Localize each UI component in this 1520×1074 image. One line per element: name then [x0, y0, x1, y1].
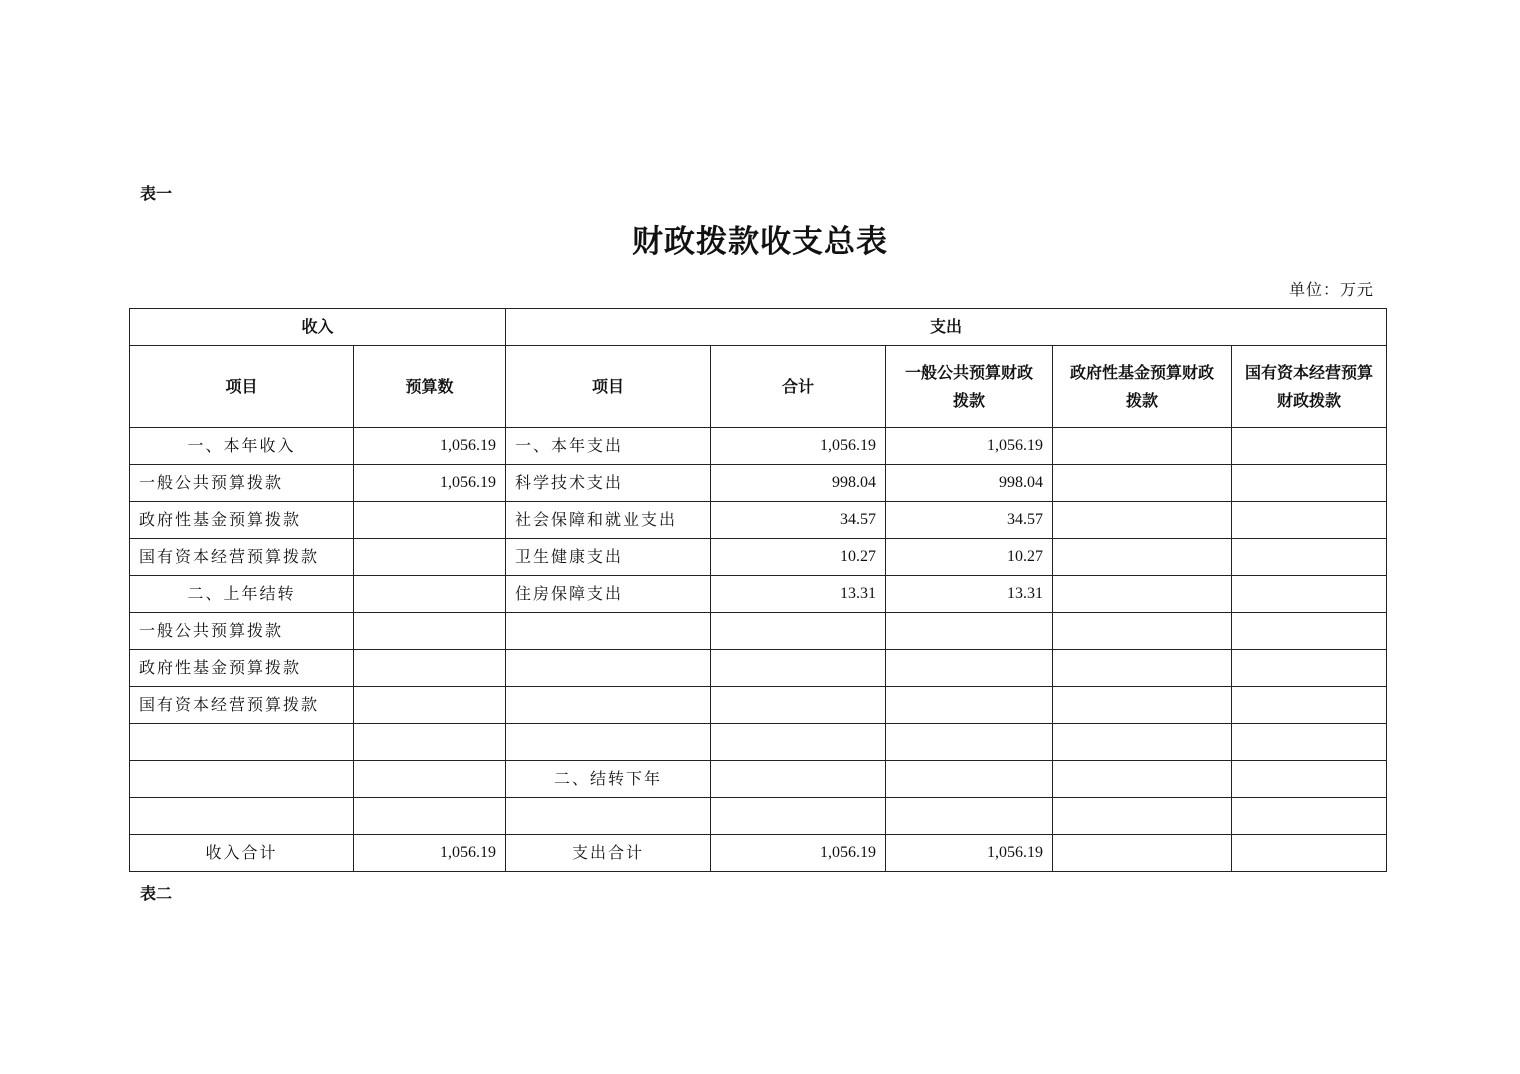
- header-budget: 预算数: [354, 346, 506, 428]
- cell-fund-value: [1053, 761, 1232, 798]
- cell-budget-value: [354, 613, 506, 650]
- cell-expense-item: [506, 613, 711, 650]
- header-row-top: [130, 309, 1387, 346]
- cell-total-value: [711, 724, 886, 761]
- cell-fund-value: [1053, 576, 1232, 613]
- cell-state-value: [1232, 650, 1387, 687]
- cell-income-item: 二、上年结转: [130, 576, 354, 613]
- cell-general-value: 998.04: [886, 465, 1053, 502]
- cell-budget-value: [354, 724, 506, 761]
- header-total: 合计: [711, 346, 886, 428]
- cell-income-item: 一般公共预算拨款: [130, 465, 354, 502]
- table-row: [130, 502, 1387, 539]
- cell-general-value: 34.57: [886, 502, 1053, 539]
- cell-general-value: 1,056.19: [886, 835, 1053, 872]
- table-row: [130, 835, 1387, 872]
- cell-income-item: [130, 724, 354, 761]
- cell-expense-item: [506, 650, 711, 687]
- cell-budget-value: [354, 502, 506, 539]
- cell-income-item: [130, 798, 354, 835]
- table-row: [130, 428, 1387, 465]
- cell-general-value: [886, 650, 1053, 687]
- header-general-budget: 一般公共预算财政拨款: [886, 346, 1053, 428]
- cell-expense-item: [506, 687, 711, 724]
- cell-general-value: [886, 724, 1053, 761]
- unit-label: 单位：万元: [1288, 280, 1374, 299]
- table-row: [130, 724, 1387, 761]
- table-row: [130, 539, 1387, 576]
- header-income-item: 项目: [130, 346, 354, 428]
- cell-total-value: [711, 687, 886, 724]
- page-title: 财政拨款收支总表: [632, 224, 888, 260]
- cell-income-item: 政府性基金预算拨款: [130, 650, 354, 687]
- cell-expense-item: 一、本年支出: [506, 428, 711, 465]
- cell-total-value: 1,056.19: [711, 428, 886, 465]
- cell-fund-value: [1053, 613, 1232, 650]
- cell-state-value: [1232, 835, 1387, 872]
- table-row: [130, 761, 1387, 798]
- cell-general-value: [886, 687, 1053, 724]
- cell-income-item: 一般公共预算拨款: [130, 613, 354, 650]
- cell-general-value: 1,056.19: [886, 428, 1053, 465]
- cell-state-value: [1232, 502, 1387, 539]
- cell-fund-value: [1053, 465, 1232, 502]
- header-expense: 支出: [506, 309, 1387, 346]
- cell-general-value: 10.27: [886, 539, 1053, 576]
- budget-table: [129, 308, 1387, 872]
- cell-state-value: [1232, 428, 1387, 465]
- cell-total-value: 1,056.19: [711, 835, 886, 872]
- cell-expense-item: 二、结转下年: [506, 761, 711, 798]
- cell-expense-item: 住房保障支出: [506, 576, 711, 613]
- cell-state-value: [1232, 613, 1387, 650]
- cell-total-value: [711, 798, 886, 835]
- cell-expense-item: [506, 724, 711, 761]
- header-expense-item: 项目: [506, 346, 711, 428]
- cell-expense-item: 卫生健康支出: [506, 539, 711, 576]
- cell-general-value: 13.31: [886, 576, 1053, 613]
- cell-fund-value: [1053, 539, 1232, 576]
- cell-total-value: 13.31: [711, 576, 886, 613]
- header-income: 收入: [130, 309, 506, 346]
- table-row: [130, 465, 1387, 502]
- cell-total-value: 998.04: [711, 465, 886, 502]
- cell-total-value: [711, 650, 886, 687]
- cell-income-item: 国有资本经营预算拨款: [130, 687, 354, 724]
- cell-budget-value: 1,056.19: [354, 465, 506, 502]
- cell-expense-item: [506, 798, 711, 835]
- cell-total-value: 34.57: [711, 502, 886, 539]
- cell-total-value: [711, 761, 886, 798]
- header-state-capital: 国有资本经营预算财政拨款: [1232, 346, 1387, 428]
- cell-general-value: [886, 798, 1053, 835]
- table-row: [130, 650, 1387, 687]
- table-row: [130, 613, 1387, 650]
- table-row: [130, 576, 1387, 613]
- table-two-label: 表二: [140, 884, 173, 903]
- cell-fund-value: [1053, 502, 1232, 539]
- cell-general-value: [886, 613, 1053, 650]
- cell-expense-item: 社会保障和就业支出: [506, 502, 711, 539]
- table-row: [130, 687, 1387, 724]
- header-fund-budget: 政府性基金预算财政拨款: [1053, 346, 1232, 428]
- cell-state-value: [1232, 724, 1387, 761]
- cell-expense-item: 科学技术支出: [506, 465, 711, 502]
- cell-income-item: 国有资本经营预算拨款: [130, 539, 354, 576]
- cell-fund-value: [1053, 798, 1232, 835]
- cell-budget-value: [354, 650, 506, 687]
- cell-state-value: [1232, 539, 1387, 576]
- cell-budget-value: 1,056.19: [354, 428, 506, 465]
- cell-state-value: [1232, 465, 1387, 502]
- cell-income-item: [130, 761, 354, 798]
- cell-total-value: 10.27: [711, 539, 886, 576]
- cell-state-value: [1232, 798, 1387, 835]
- cell-budget-value: [354, 687, 506, 724]
- cell-income-item: 一、本年收入: [130, 428, 354, 465]
- table-row: [130, 798, 1387, 835]
- cell-fund-value: [1053, 687, 1232, 724]
- cell-budget-value: [354, 539, 506, 576]
- cell-general-value: [886, 761, 1053, 798]
- header-row-columns: [130, 346, 1387, 428]
- cell-fund-value: [1053, 428, 1232, 465]
- cell-fund-value: [1053, 724, 1232, 761]
- cell-state-value: [1232, 687, 1387, 724]
- cell-fund-value: [1053, 650, 1232, 687]
- table-one-label: 表一: [140, 184, 173, 203]
- cell-budget-value: 1,056.19: [354, 835, 506, 872]
- cell-budget-value: [354, 761, 506, 798]
- cell-state-value: [1232, 576, 1387, 613]
- cell-budget-value: [354, 576, 506, 613]
- cell-income-item: 收入合计: [130, 835, 354, 872]
- cell-budget-value: [354, 798, 506, 835]
- cell-fund-value: [1053, 835, 1232, 872]
- cell-income-item: 政府性基金预算拨款: [130, 502, 354, 539]
- cell-expense-item: 支出合计: [506, 835, 711, 872]
- cell-total-value: [711, 613, 886, 650]
- cell-state-value: [1232, 761, 1387, 798]
